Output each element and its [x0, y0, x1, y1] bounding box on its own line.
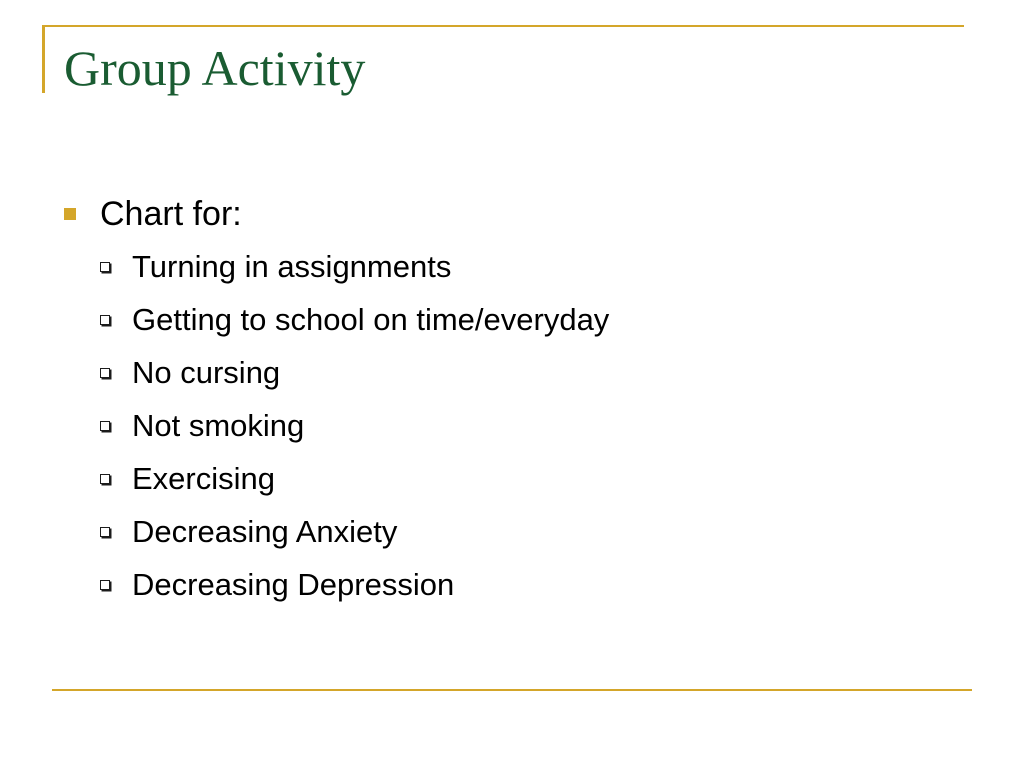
- sub-bullet-text: Exercising: [132, 460, 275, 496]
- sub-bullet-text: Turning in assignments: [132, 248, 452, 284]
- sub-bullet-item: [64, 452, 964, 505]
- hollow-square-bullet-icon: [100, 421, 110, 431]
- hollow-square-bullet-icon: [100, 474, 110, 484]
- sub-bullet-list: [64, 240, 964, 611]
- sub-bullet-text: Not smoking: [132, 407, 305, 443]
- sub-bullet-text: Decreasing Depression: [132, 566, 455, 602]
- sub-bullet-item: [64, 346, 964, 399]
- hollow-square-bullet-icon: [100, 315, 110, 325]
- sub-bullet-item: [64, 399, 964, 452]
- sub-bullet-text: No cursing: [132, 354, 281, 390]
- slide-content: [64, 188, 964, 611]
- sub-bullet-item: [64, 505, 964, 558]
- hollow-square-bullet-icon: [100, 368, 110, 378]
- hollow-square-bullet-icon: [100, 527, 110, 537]
- sub-bullet-text: Decreasing Anxiety: [132, 513, 398, 549]
- hollow-square-bullet-icon: [100, 580, 110, 590]
- bottom-accent-line: [52, 689, 972, 691]
- left-accent-line: [42, 25, 45, 93]
- sub-bullet-item: [64, 240, 964, 293]
- top-accent-line: [42, 25, 964, 27]
- bullet-item: [64, 188, 964, 240]
- bullet-text: Chart for:: [100, 194, 242, 233]
- filled-square-bullet-icon: [64, 208, 76, 220]
- sub-bullet-item: [64, 558, 964, 611]
- sub-bullet-item: [64, 293, 964, 346]
- slide-title: Group Activity: [64, 40, 366, 96]
- sub-bullet-text: Getting to school on time/everyday: [132, 301, 610, 337]
- hollow-square-bullet-icon: [100, 262, 110, 272]
